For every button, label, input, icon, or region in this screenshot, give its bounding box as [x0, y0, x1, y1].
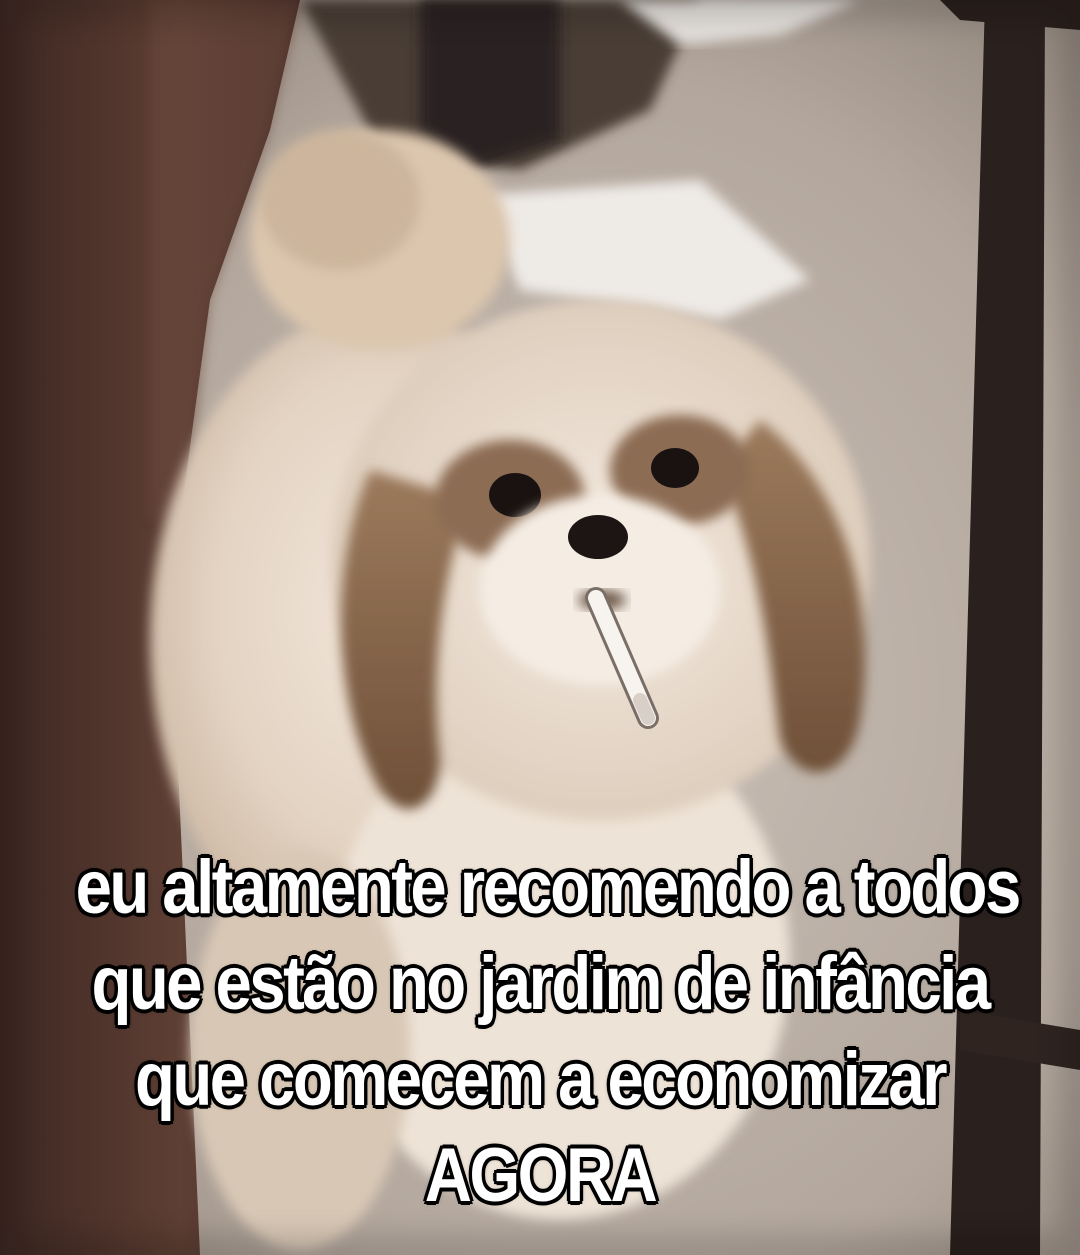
caption-line-3: que comecem a economizar [135, 1037, 945, 1122]
caption-line-2: que estão no jardim de infância [91, 941, 989, 1026]
caption-line-4: AGORA [424, 1133, 656, 1218]
dog-tail-shade [260, 130, 420, 270]
caption-line-1: eu altamente recomendo a todos [75, 845, 1019, 930]
dog-right-eye [651, 448, 699, 488]
meme-caption [75, 840, 1019, 1224]
dog-left-eye [489, 473, 541, 517]
dog-nose [568, 515, 628, 559]
